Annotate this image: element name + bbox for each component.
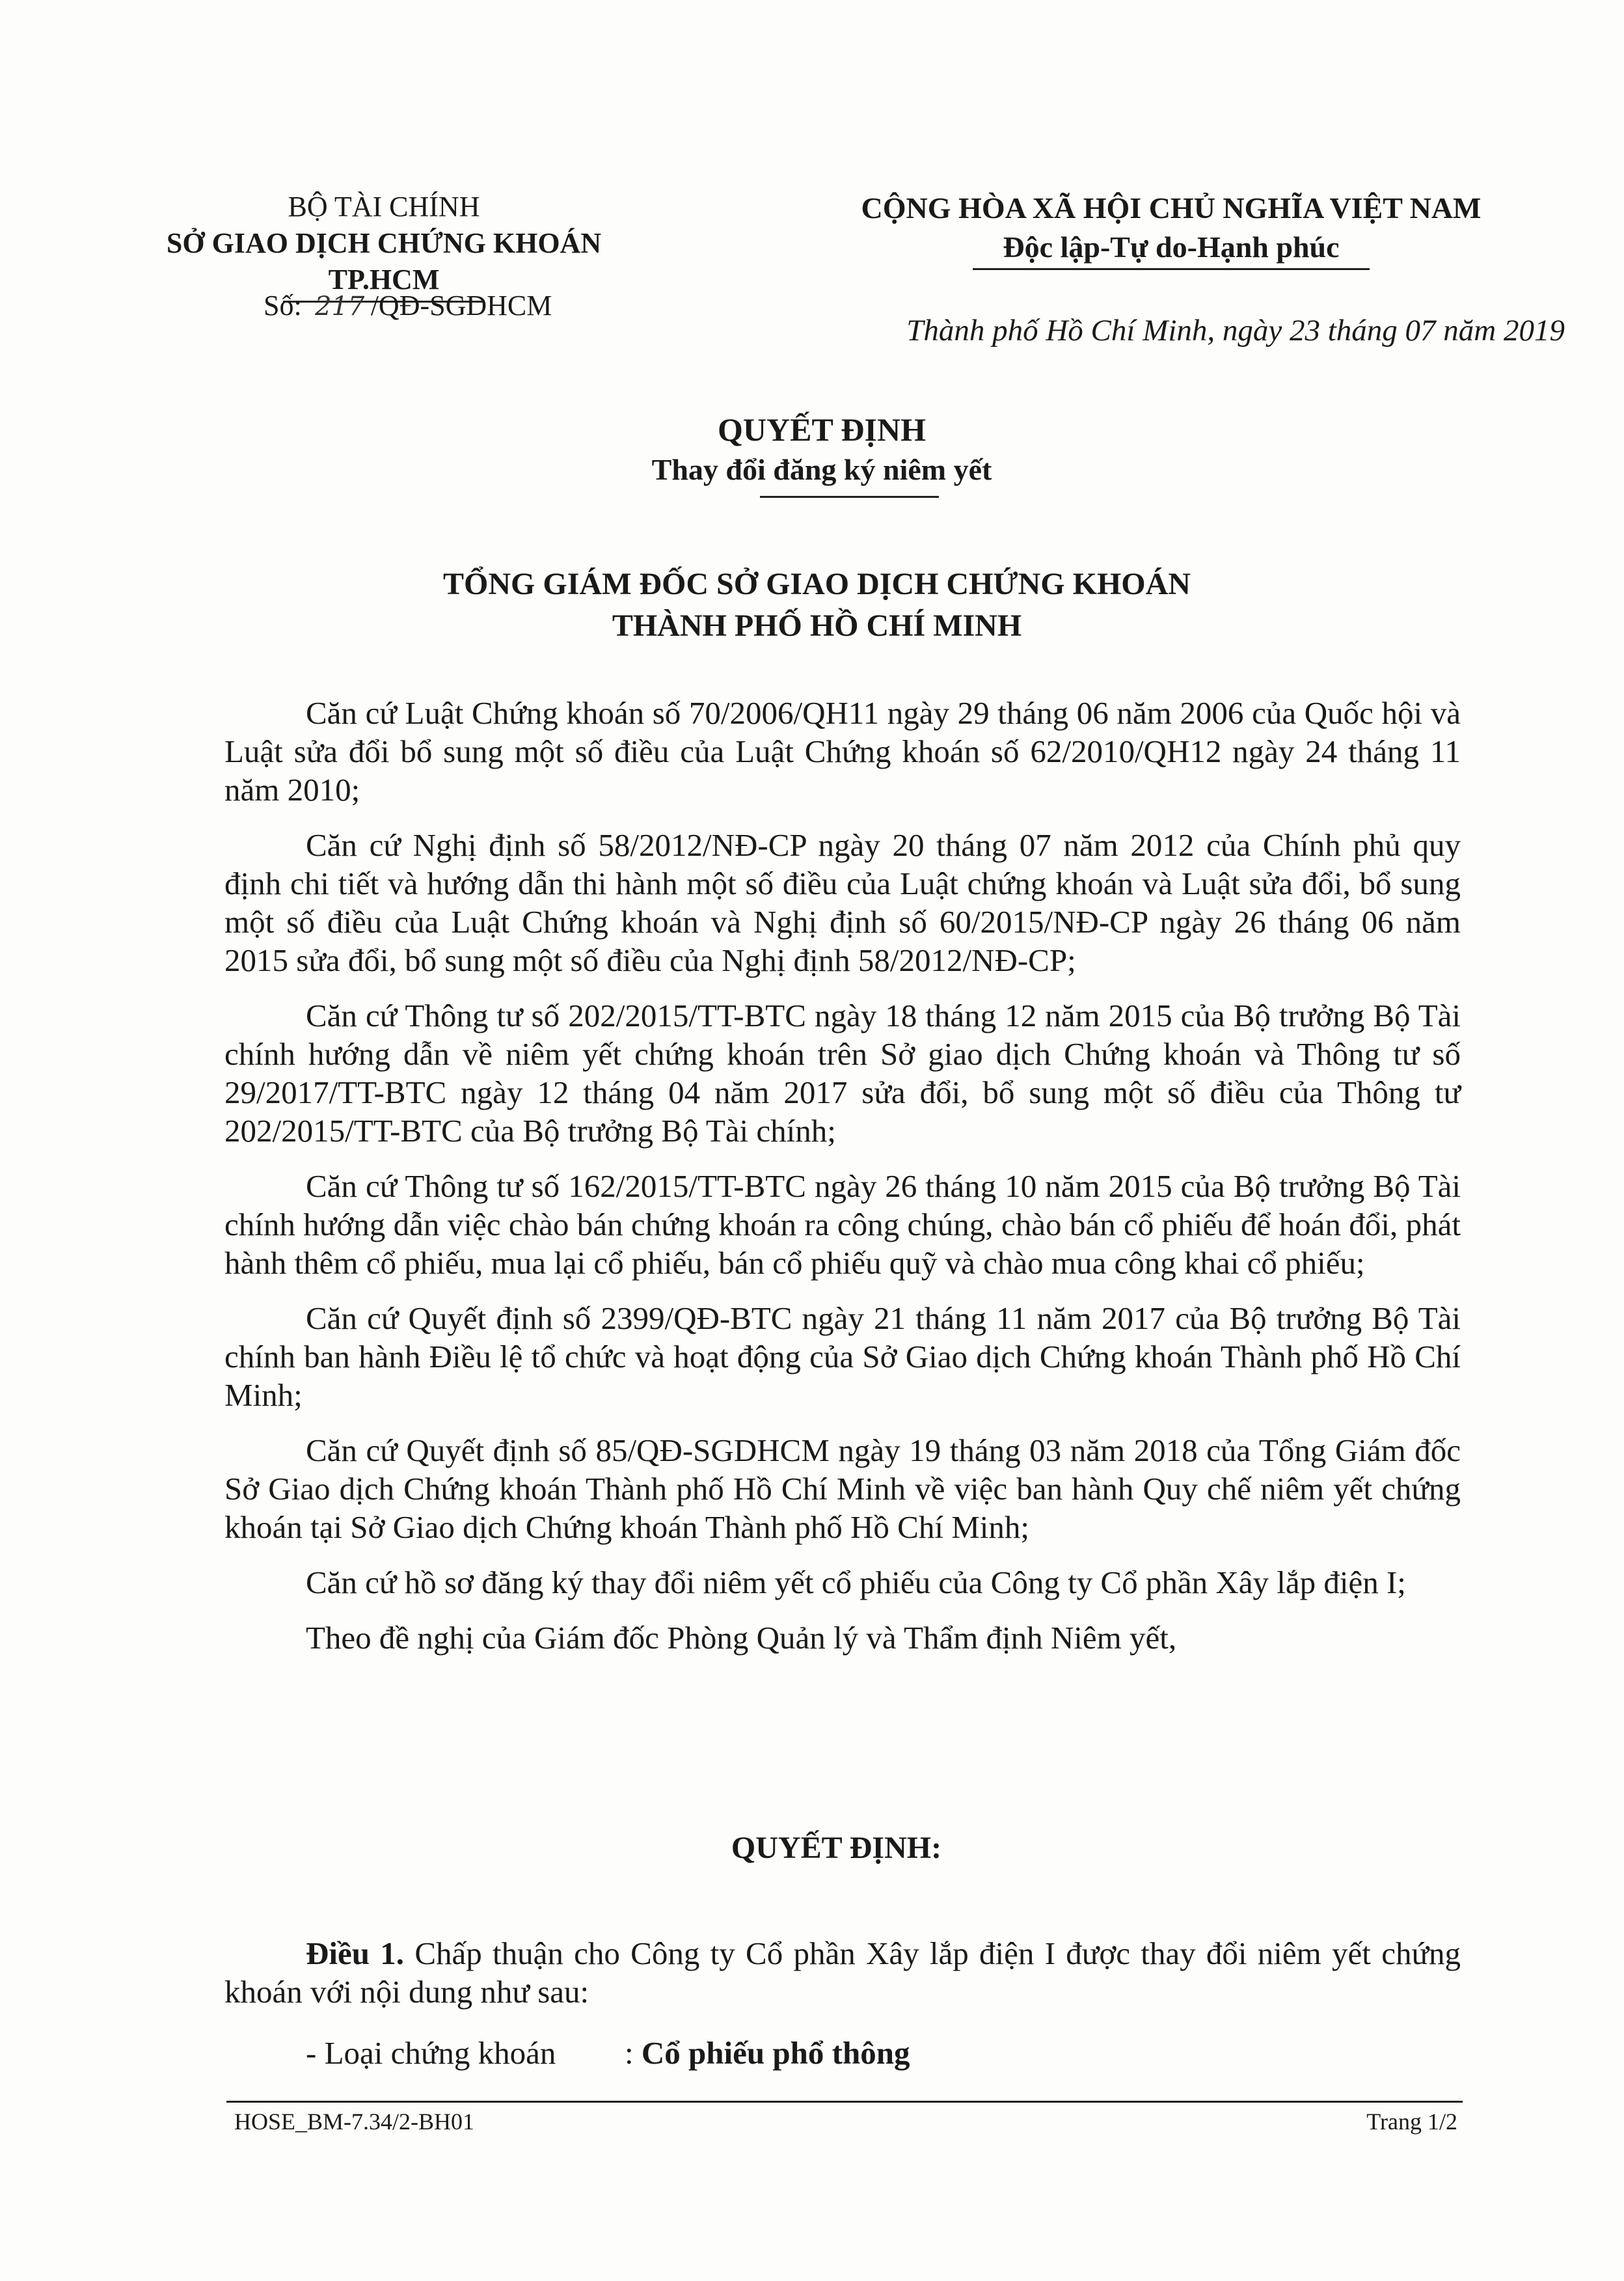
motto-underline (973, 268, 1370, 270)
authority-line-2: THÀNH PHỐ HỒ CHÍ MINH (612, 608, 1022, 643)
nation-name: CỘNG HÒA XÃ HỘI CHỦ NGHĨA VIỆT NAM (861, 191, 1482, 225)
doc-no-prefix: Số: (264, 290, 302, 321)
footer-divider (226, 2101, 1463, 2103)
issuer-header (124, 189, 644, 303)
document-number (264, 288, 552, 325)
preamble-paragraph: Căn cứ Thông tư số 202/2015/TT-BTC ngày 18 tháng 12 năm 2015 của Bộ trưởng Bộ Tài chính hướng dẫn về niêm yết chứng khoán trên Sở giao dịch Chứng khoán và Thông tư số 29/2017/TT-BTC ngày 12 tháng 04 năm 2017 sửa đổi, bổ sung một số điều của Thông tư 202/2015/TT-BTC của Bộ trưởng Bộ Tài chính; (224, 998, 1461, 1149)
national-motto: Độc lập-Tự do-Hạnh phúc (1003, 230, 1340, 264)
preamble-paragraph: Căn cứ Quyết định số 85/QĐ-SGDHCM ngày 19 tháng 03 năm 2018 của Tổng Giám đốc Sở Giao dịch Chứng khoán Thành phố Hồ Chí Minh về việc ban hành Quy chế niêm yết chứng khoán tại Sở Giao dịch Chứng khoán Thành phố Hồ Chí Minh; (224, 1432, 1461, 1545)
authority-line-1: TỔNG GIÁM ĐỐC SỞ GIAO DỊCH CHỨNG KHOÁN (443, 567, 1191, 601)
title-main: QUYẾT ĐỊNH (718, 411, 926, 448)
preamble-paragraph: Căn cứ Thông tư số 162/2015/TT-BTC ngày 26 tháng 10 năm 2015 của Bộ trưởng Bộ Tài chính hướng dẫn việc chào bán chứng khoán ra công chúng, chào bán cổ phiếu để hoán đổi, phát hành thêm cổ phiếu, mua lại cổ phiếu, bán cổ phiếu quỹ và chào mua công khai cổ phiếu; (224, 1168, 1461, 1281)
document-title (0, 409, 1624, 498)
preamble-paragraph: Căn cứ Luật Chứng khoán số 70/2006/QH11 ngày 29 tháng 06 năm 2006 của Quốc hội và Luật sửa đổi bổ sung một số điều của Luật Chứng khoán số 62/2010/QH12 ngày 24 tháng 11 năm 2010; (224, 695, 1461, 808)
national-header (807, 189, 1536, 270)
preamble-paragraph: Theo đề nghị của Giám đốc Phòng Quản lý và Thẩm định Niêm yết, (306, 1620, 1177, 1656)
article-1-text: Chấp thuận cho Công ty Cổ phần Xây lắp điện I được thay đổi niêm yết chứng khoán với nội dung như sau: (224, 1935, 1461, 2010)
title-underline (760, 496, 939, 498)
preamble-paragraph: Căn cứ Nghị định số 58/2012/NĐ-CP ngày 20 tháng 07 năm 2012 của Chính phủ quy định chi tiết và hướng dẫn thi hành một số điều của Luật chứng khoán và Luật sửa đổi, bổ sung một số điều của Luật Chứng khoán và Nghị định số 60/2015/NĐ-CP ngày 26 tháng 06 năm 2015 sửa đổi, bổ sung một số điều của Nghị định 58/2012/NĐ-CP; (224, 827, 1461, 978)
security-type-separator: : (625, 2035, 634, 2071)
doc-no-suffix: /QĐ-SGDHCM (370, 290, 552, 321)
preamble-paragraph: Căn cứ hồ sơ đăng ký thay đổi niêm yết cổ phiếu của Công ty Cổ phần Xây lắp điện I; (306, 1564, 1406, 1600)
agency-name: SỞ GIAO DỊCH CHỨNG KHOÁN TP.HCM (166, 227, 602, 295)
page-number: Trang 1/2 (1366, 2109, 1457, 2135)
security-type-value: Cổ phiếu phổ thông (641, 2035, 910, 2071)
decision-heading: QUYẾT ĐỊNH: (731, 1831, 942, 1865)
article-1-label: Điều 1. (306, 1935, 405, 1971)
doc-no-handwritten: 217 (315, 292, 365, 321)
ministry-name: BỘ TÀI CHÍNH (288, 191, 480, 223)
preamble (224, 694, 1461, 1674)
security-type-label: - Loại chứng khoán (306, 2035, 556, 2071)
security-type-item (306, 2034, 910, 2072)
preamble-paragraph: Căn cứ Quyết định số 2399/QĐ-BTC ngày 21 tháng 11 năm 2017 của Bộ trưởng Bộ Tài chính ban hành Điều lệ tổ chức và hoạt động của Sở Giao dịch Chứng khoán Thành phố Hồ Chí Minh; (224, 1300, 1461, 1413)
article-1 (224, 1934, 1461, 2011)
form-code: HOSE_BM-7.34/2-BH01 (234, 2109, 475, 2135)
issuing-authority (0, 564, 1624, 647)
place-date: Thành phố Hồ Chí Minh, ngày 23 tháng 07 năm 2019 (906, 314, 1565, 348)
title-sub: Thay đổi đăng ký niêm yết (651, 453, 992, 486)
